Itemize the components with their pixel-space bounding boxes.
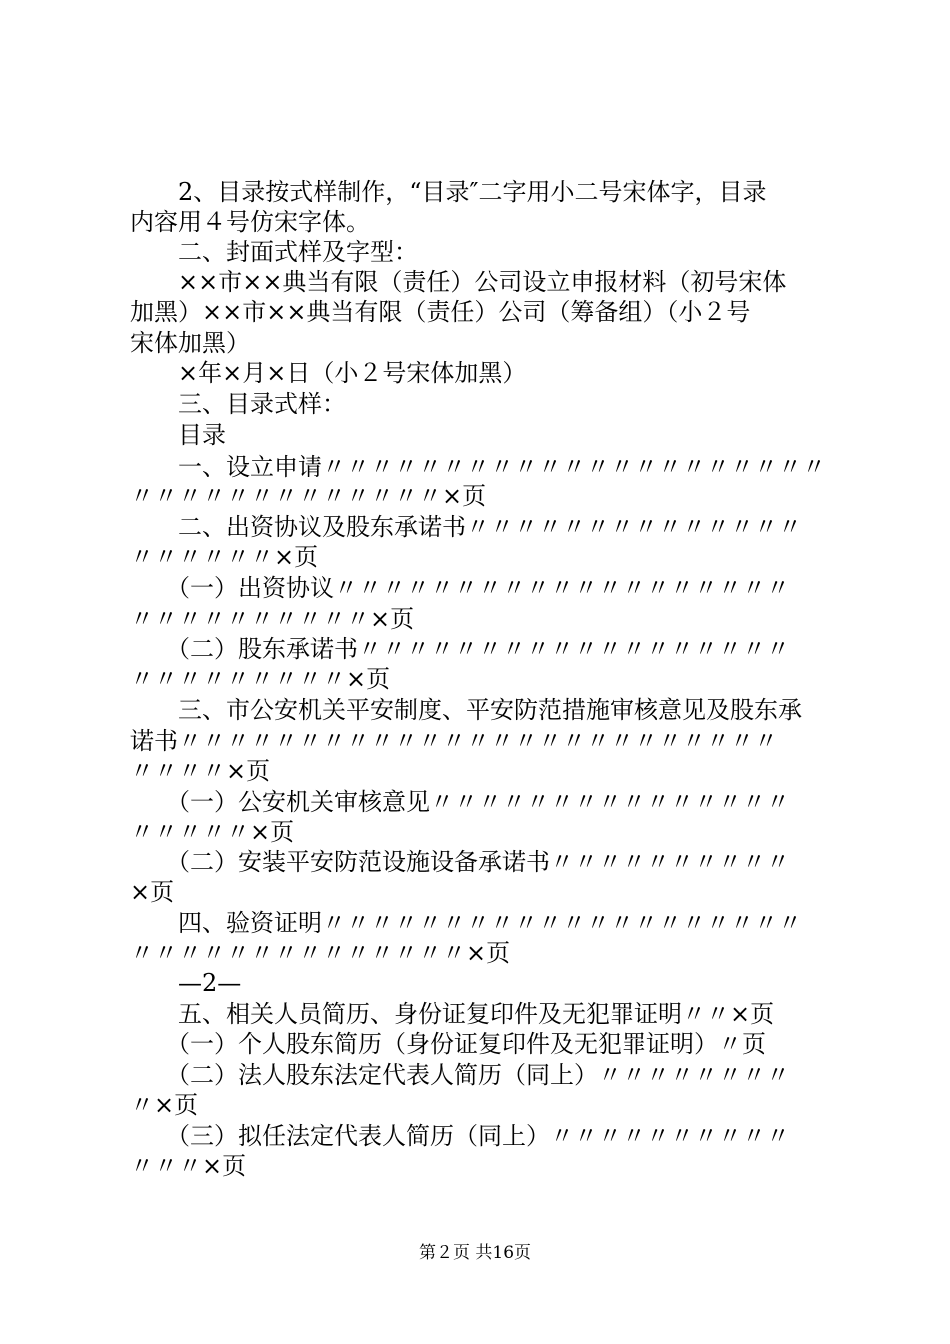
text-line: 三、市公安机关平安制度、平安防范措施审核意见及股东承 xyxy=(130,696,802,724)
text-line: 2、目录按式样制作，“目录″二字用小二号宋体字，目录 xyxy=(130,178,767,206)
text-line: 二、出资协议及股东承诺书〃〃〃〃〃〃〃〃〃〃〃〃〃〃 xyxy=(130,513,802,541)
text-line: 目录 xyxy=(130,421,226,449)
text-line: 〃〃〃〃〃〃〃〃〃〃〃〃〃〃×页 xyxy=(130,939,511,967)
text-line: 〃×页 xyxy=(130,1091,199,1119)
text-line: 〃〃〃〃〃〃〃〃〃〃×页 xyxy=(130,605,415,633)
text-line: （一）个人股东简历（身份证复印件及无犯罪证明）〃页 xyxy=(130,1030,766,1058)
text-line: —2— xyxy=(130,969,242,997)
text-line: 一、设立申请〃〃〃〃〃〃〃〃〃〃〃〃〃〃〃〃〃〃〃〃〃 xyxy=(130,453,826,481)
text-line: （一）公安机关审核意见〃〃〃〃〃〃〃〃〃〃〃〃〃〃〃 xyxy=(130,788,790,816)
text-line: 宋体加黑） xyxy=(130,329,250,357)
text-line: （二）股东承诺书〃〃〃〃〃〃〃〃〃〃〃〃〃〃〃〃〃〃 xyxy=(130,635,790,663)
text-line: 〃〃〃〃〃×页 xyxy=(130,818,295,846)
text-line: 〃〃〃×页 xyxy=(130,1152,247,1180)
text-line: 三、目录式样： xyxy=(130,390,346,418)
text-line: 〃〃〃〃〃〃〃〃〃×页 xyxy=(130,665,391,693)
text-line: ×年×月×日（小２号宋体加黑） xyxy=(130,359,527,387)
text-line: （三）拟任法定代表人简历（同上）〃〃〃〃〃〃〃〃〃〃 xyxy=(130,1122,790,1150)
text-line: 〃〃〃〃〃〃×页 xyxy=(130,543,319,571)
text-line: 二、封面式样及字型： xyxy=(130,238,418,266)
text-line: 四、验资证明〃〃〃〃〃〃〃〃〃〃〃〃〃〃〃〃〃〃〃〃 xyxy=(130,909,802,937)
text-line: 加黑）××市××典当有限（责任）公司（筹备组）（小２号 xyxy=(130,298,751,326)
text-line: 内容用４号仿宋字体。 xyxy=(130,208,370,236)
text-line: 〃〃〃〃×页 xyxy=(130,757,271,785)
text-line: （二）法人股东法定代表人简历（同上）〃〃〃〃〃〃〃〃 xyxy=(130,1061,790,1089)
text-line: ××市××典当有限（责任）公司设立申报材料（初号宋体 xyxy=(130,268,787,296)
text-line: （一）出资协议〃〃〃〃〃〃〃〃〃〃〃〃〃〃〃〃〃〃〃 xyxy=(130,574,790,602)
page-footer: 第２页 共16页 xyxy=(418,1243,532,1263)
text-line: 〃〃〃〃〃〃〃〃〃〃〃〃〃×页 xyxy=(130,482,487,510)
text-line: 五、相关人员简历、身份证复印件及无犯罪证明〃〃×页 xyxy=(130,1000,775,1028)
text-line: （二）安装平安防范设施设备承诺书〃〃〃〃〃〃〃〃〃〃 xyxy=(130,848,790,876)
text-line: 诺书〃〃〃〃〃〃〃〃〃〃〃〃〃〃〃〃〃〃〃〃〃〃〃〃〃 xyxy=(130,727,778,755)
text-line: ×页 xyxy=(130,878,175,906)
